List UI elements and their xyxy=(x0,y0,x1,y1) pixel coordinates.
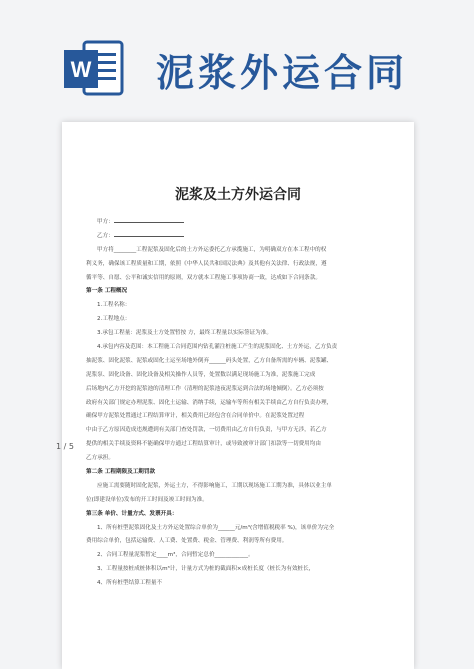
body-line: 乙方承担。 xyxy=(86,455,114,462)
word-document-icon xyxy=(62,36,126,100)
body-line: 费用综合单价，包括运输费、人工费、处置费、税金、管理费、利润等所有费用。 xyxy=(86,538,288,545)
body-line: 抽泥浆、固化泥浆、泥浆或固化土运至场地外倒弃______码头处置，乙方自备所需的车辆、泥浆罐、 xyxy=(86,357,333,364)
section-heading: 第三条 单价、计量方式、发票开具： xyxy=(86,510,178,517)
body-line: 甲方将________工程泥浆及固化后的土方外运委托乙方承揽施工，为明确双方在本工程中的权 xyxy=(97,246,327,253)
document-body xyxy=(86,216,390,591)
body-line: 4、所有桩型结算工程量不 xyxy=(97,580,163,587)
body-line: 2.工程地点： xyxy=(97,316,131,323)
body-line: 1、所有桩型泥浆固化及土方外运处置综合单价为______元/m³(含增值税税率 %)，该单价为完全 xyxy=(97,524,335,531)
page-title: 泥浆外运合同 xyxy=(156,51,409,95)
body-line: 循平等、自愿、公平和诚实信用的原则，双方就本工程施工事项协商一致，达成如下合同条款。 xyxy=(86,274,321,281)
body-line: 甲方： xyxy=(86,216,390,230)
body-line: 位(即建设单位)发布的开工时间及竣工时间为准。 xyxy=(86,496,208,503)
body-line: 1.工程名称： xyxy=(97,302,131,309)
fill-in-blank xyxy=(114,231,184,237)
body-line: 乙方： xyxy=(86,230,390,244)
body-line: 中由于乙方原因造成违规遭到有关部门查处罚款，一切费用由乙方自行负责，与甲方无涉，若乙方 xyxy=(86,427,327,434)
body-line: 3.承包工程量：泥浆及土方处置暂按 方，最终工程量以实际签证为准。 xyxy=(97,330,272,337)
body-line: 应施工需要随时固化泥浆，外运土方，不得影响施工，工期以现场施工工期为准，具体以业主单 xyxy=(97,482,332,489)
body-line: 利义务，确保该工程质量和工期，依照《中华人民共和国民法典》及其他有关法律、行政法规，遵 xyxy=(86,260,327,267)
section-heading: 第二条 工程期限及工期罚款 xyxy=(86,469,156,476)
body-line: 4.承包内容及范围：本工程施工合同范围内钻孔灌注桩施工产生的泥浆固化、土方外运，乙方负责 xyxy=(97,344,338,351)
body-line: 泥浆泵、固化设备、固化设备及相关操作人员等，处置数以满足现场施工为准，泥浆施工完成 xyxy=(86,371,316,378)
body-line: 2、合同工程量泥浆暂定____m³，合同暂定总价____________。 xyxy=(97,552,254,559)
body-line: 后场地内乙方开挖的泥浆池的清理工作（清理的泥浆池夜泥浆运到合法的场地倾倒）。乙方必须按 xyxy=(86,385,324,392)
body-line: 确保甲方泥浆处置通过工程结算审计，相关费用已经包含在合同单价中。在泥浆处置过程 xyxy=(86,413,305,420)
body-line: 3、工程量按桩成桩体积以m³计，计量方式为桩的截面积×成桩长度（桩长为有效桩长， xyxy=(97,566,315,573)
section-heading: 第一条 工程概况 xyxy=(86,288,128,295)
svg-text:W: W xyxy=(70,57,92,82)
page-number: 1 / 5 xyxy=(56,442,74,451)
document-title: 泥浆及土方外运合同 xyxy=(175,187,301,203)
document-page xyxy=(62,122,414,669)
fill-in-blank xyxy=(114,217,184,223)
body-line: 提供的相关手续及资料不能确保甲方通过工程结算审计，或导致被审计部门扣款等一切费用均由 xyxy=(86,441,321,448)
body-line: 政府有关部门规定办理泥浆、固化土运输、消纳手续，运输车等所有相关手续由乙方自行负责办理， xyxy=(86,399,333,406)
